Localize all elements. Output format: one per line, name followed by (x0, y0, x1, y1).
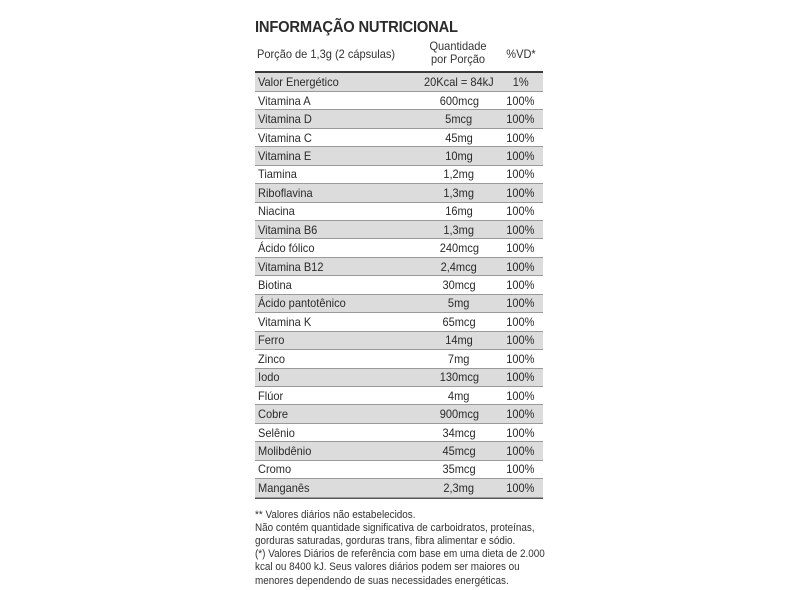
nutrient-daily-value-cell (498, 331, 543, 349)
nutrient-name-cell (255, 442, 420, 460)
nutrient-daily-value-cell (498, 276, 543, 294)
nutrient-quantity: 35mcg (442, 462, 476, 477)
nutrient-name: Ferro (258, 333, 285, 348)
nutrient-daily-value: 1% (512, 74, 529, 89)
table-row (255, 147, 543, 165)
nutrient-daily-value-cell (498, 239, 543, 257)
nutrient-name-cell (255, 313, 420, 331)
nutrient-quantity: 4mg (448, 388, 470, 403)
nutrient-name: Vitamina A (258, 93, 311, 108)
table-header (255, 39, 543, 69)
nutrient-name-cell (255, 350, 420, 368)
nutrient-name-cell (255, 221, 420, 239)
nutrient-name: Niacina (258, 204, 295, 219)
nutrient-name: Valor Energético (258, 74, 339, 89)
nutrient-daily-value-cell (498, 257, 543, 275)
quantity-header (418, 40, 497, 66)
nutrient-daily-value-cell (498, 423, 543, 441)
nutrient-name: Manganês (258, 480, 310, 495)
nutrient-quantity: 10mg (445, 148, 473, 163)
nutrient-name-cell (255, 405, 420, 423)
nutrient-quantity-cell (420, 479, 498, 497)
nutrient-name-cell (255, 276, 420, 294)
nutrient-quantity: 20Kcal = 84kJ (424, 74, 494, 89)
nutrient-quantity: 900mcg (439, 407, 479, 422)
nutrient-quantity: 2,3mg (443, 480, 475, 495)
nutrient-daily-value-cell (498, 165, 543, 183)
nutrient-quantity: 600mcg (439, 93, 479, 108)
nutrient-name: Vitamina D (258, 112, 312, 127)
nutrient-daily-value: 100% (506, 167, 535, 182)
table-row (255, 350, 543, 368)
nutrient-daily-value-cell (498, 442, 543, 460)
nutrient-daily-value: 100% (506, 314, 535, 329)
table-row (255, 294, 543, 312)
nutrient-quantity-cell (420, 442, 498, 460)
nutrient-quantity-cell (420, 386, 498, 404)
nutrient-daily-value-cell (498, 350, 543, 368)
nutrient-name-cell (255, 184, 420, 202)
nutrient-name: Cromo (258, 462, 292, 477)
nutrient-quantity-cell (420, 368, 498, 386)
nutrient-quantity: 30mcg (442, 278, 476, 293)
nutrient-quantity: 1,3mg (443, 185, 475, 200)
nutrient-quantity-cell (420, 423, 498, 441)
nutrient-quantity-cell (420, 128, 498, 146)
nutrient-name: Riboflavina (258, 185, 313, 200)
nutrient-daily-value: 100% (506, 148, 535, 163)
nutrient-name: Ácido pantotênico (258, 296, 346, 311)
nutrient-quantity-cell (420, 184, 498, 202)
nutrient-daily-value-cell (498, 184, 543, 202)
nutrient-name-cell (255, 128, 420, 146)
nutrient-name-cell (255, 423, 420, 441)
nutrient-name-cell (255, 147, 420, 165)
nutrient-daily-value: 100% (506, 333, 535, 348)
nutrient-quantity-cell (420, 257, 498, 275)
nutrient-name: Flúor (258, 388, 284, 403)
nutrient-daily-value: 100% (506, 93, 535, 108)
table-row (255, 202, 543, 220)
nutrient-name: Tiamina (258, 167, 297, 182)
footnote-line: Não contém quantidade significativa de carboidratos, proteínas, (255, 521, 535, 534)
table-row (255, 479, 543, 497)
nutrient-quantity: 14mg (445, 333, 473, 348)
nutrient-daily-value-cell (498, 221, 543, 239)
nutrient-quantity-cell (420, 350, 498, 368)
nutrient-quantity-cell (420, 110, 498, 128)
table-row (255, 368, 543, 386)
table-row (255, 423, 543, 441)
table-row (255, 442, 543, 460)
nutrient-daily-value-cell (498, 110, 543, 128)
table-row (255, 405, 543, 423)
nutrient-quantity-cell (420, 147, 498, 165)
nutrient-quantity: 7mg (448, 351, 470, 366)
page-title: INFORMAÇÃO NUTRICIONAL (255, 19, 458, 36)
nutrient-quantity: 1,2mg (443, 167, 475, 182)
nutrient-daily-value-cell (498, 128, 543, 146)
nutrient-daily-value: 100% (506, 185, 535, 200)
table-row (255, 184, 543, 202)
nutrient-quantity-cell (420, 221, 498, 239)
nutrient-quantity: 65mcg (442, 314, 476, 329)
nutrient-quantity: 130mcg (439, 370, 479, 385)
nutrient-daily-value: 100% (506, 130, 535, 145)
nutrient-daily-value: 100% (506, 222, 535, 237)
nutrient-name-cell (255, 386, 420, 404)
nutrient-quantity: 34mcg (442, 425, 476, 440)
nutrient-daily-value: 100% (506, 425, 535, 440)
nutrient-name-cell (255, 460, 420, 478)
nutrient-daily-value-cell (498, 294, 543, 312)
nutrient-quantity-cell (420, 405, 498, 423)
table-row (255, 91, 543, 109)
nutrient-daily-value-cell (498, 386, 543, 404)
nutrient-daily-value: 100% (506, 370, 535, 385)
nutrient-name: Molibdênio (258, 443, 312, 458)
nutrient-quantity-cell (420, 276, 498, 294)
nutrient-daily-value: 100% (506, 480, 535, 495)
nutrient-name: Vitamina K (258, 314, 312, 329)
nutrient-quantity-cell (420, 202, 498, 220)
table-row (255, 276, 543, 294)
footnotes (255, 509, 565, 588)
nutrient-daily-value-cell (498, 405, 543, 423)
quantity-header-line1: Quantidade (429, 39, 487, 53)
nutrient-quantity-cell (420, 331, 498, 349)
nutrient-name-cell (255, 331, 420, 349)
nutrient-daily-value-cell (498, 202, 543, 220)
nutrient-daily-value: 100% (506, 204, 535, 219)
table-row (255, 386, 543, 404)
table-row (255, 128, 543, 146)
nutrient-daily-value: 100% (506, 259, 535, 274)
nutrition-facts-panel (255, 18, 543, 588)
daily-value-header: %VD* (506, 47, 536, 61)
nutrient-name: Biotina (258, 278, 292, 293)
nutrient-quantity-cell (420, 460, 498, 478)
nutrient-name-cell (255, 294, 420, 312)
nutrient-daily-value: 100% (506, 443, 535, 458)
nutrient-quantity: 1,3mg (443, 222, 475, 237)
nutrient-name: Iodo (258, 370, 280, 385)
portion-label: Porção de 1,3g (2 cápsulas) (257, 47, 396, 61)
table-row (255, 165, 543, 183)
nutrient-daily-value-cell (498, 313, 543, 331)
nutrient-quantity-cell (420, 313, 498, 331)
footnote-line: gorduras saturadas, gorduras trans, fibra alimentar e sódio. (255, 534, 516, 547)
table-row (255, 313, 543, 331)
nutrient-name-cell (255, 91, 420, 109)
nutrient-quantity: 5mg (448, 296, 470, 311)
nutrient-name: Ácido fólico (258, 241, 315, 256)
nutrient-daily-value-cell (498, 73, 543, 91)
nutrient-name-cell (255, 239, 420, 257)
nutrient-daily-value-cell (498, 479, 543, 497)
nutrient-daily-value-cell (498, 91, 543, 109)
nutrient-name: Vitamina E (258, 148, 312, 163)
nutrient-daily-value-cell (498, 147, 543, 165)
nutrient-daily-value: 100% (506, 407, 535, 422)
nutrient-name-cell (255, 202, 420, 220)
table-row (255, 257, 543, 275)
nutrition-table (255, 73, 543, 498)
nutrient-daily-value-cell (498, 460, 543, 478)
table-row (255, 110, 543, 128)
nutrient-name-cell (255, 165, 420, 183)
nutrient-daily-value: 100% (506, 296, 535, 311)
quantity-header-line2: por Porção (430, 52, 485, 66)
nutrient-quantity: 2,4mcg (440, 259, 478, 274)
nutrient-name-cell (255, 368, 420, 386)
table-row (255, 331, 543, 349)
table-row (255, 460, 543, 478)
nutrient-name-cell (255, 479, 420, 497)
nutrient-daily-value: 100% (506, 278, 535, 293)
nutrient-quantity-cell (420, 73, 498, 91)
footnote-line: (*) Valores Diários de referência com base em uma dieta de 2.000 (255, 548, 545, 561)
nutrient-name-cell (255, 110, 420, 128)
table-row (255, 239, 543, 257)
nutrient-daily-value: 100% (506, 462, 535, 477)
table-bottom-divider (255, 498, 543, 499)
nutrient-name: Zinco (258, 351, 285, 366)
nutrient-daily-value: 100% (506, 241, 535, 256)
nutrient-daily-value: 100% (506, 351, 535, 366)
nutrient-quantity-cell (420, 165, 498, 183)
nutrient-quantity-cell (420, 91, 498, 109)
nutrient-name-cell (255, 257, 420, 275)
nutrient-daily-value: 100% (506, 112, 535, 127)
nutrient-quantity: 45mg (445, 130, 473, 145)
nutrition-table-body (255, 73, 543, 497)
footnote-line: kcal ou 8400 kJ. Seus valores diários podem ser maiores ou (255, 561, 520, 574)
footnote-line: menores dependendo de suas necessidades energéticas. (255, 574, 509, 587)
nutrient-name-cell (255, 73, 420, 91)
nutrient-quantity: 16mg (445, 204, 473, 219)
table-row (255, 73, 543, 91)
footnote-line: ** Valores diários não estabelecidos. (255, 508, 416, 521)
nutrient-name: Vitamina C (258, 130, 312, 145)
nutrient-daily-value: 100% (506, 388, 535, 403)
nutrient-quantity-cell (420, 294, 498, 312)
nutrient-daily-value-cell (498, 368, 543, 386)
nutrient-quantity: 5mcg (445, 112, 473, 127)
nutrient-quantity: 240mcg (439, 241, 479, 256)
table-row (255, 221, 543, 239)
nutrient-name: Selênio (258, 425, 295, 440)
nutrient-name: Cobre (258, 407, 289, 422)
nutrient-name: Vitamina B6 (258, 222, 318, 237)
nutrient-name: Vitamina B12 (258, 259, 324, 274)
nutrient-quantity-cell (420, 239, 498, 257)
nutrient-quantity: 45mcg (442, 443, 476, 458)
